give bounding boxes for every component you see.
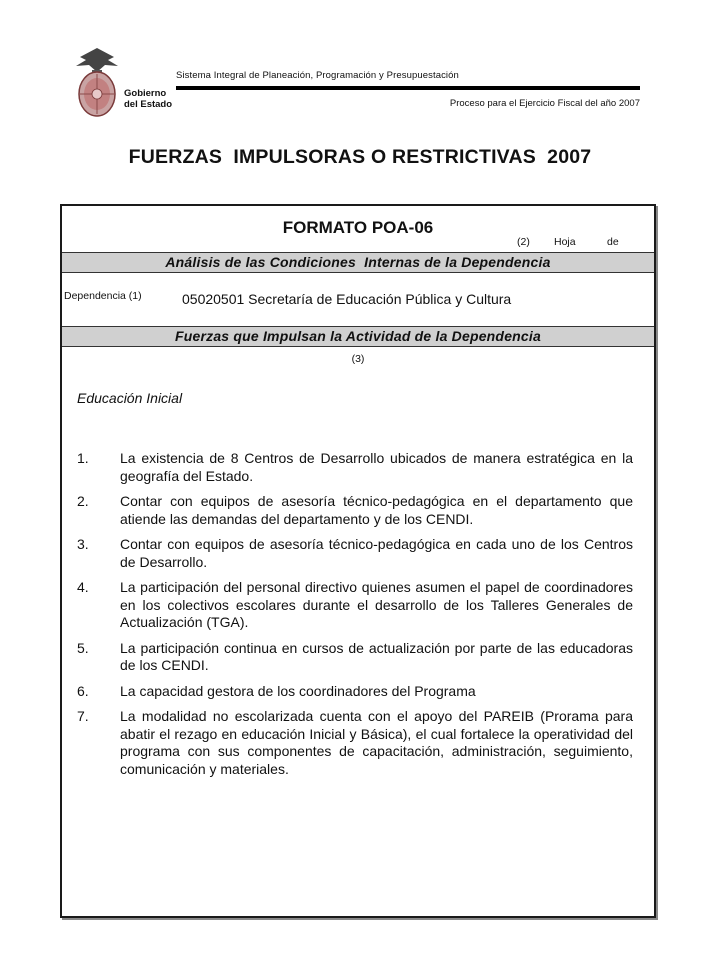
item-text: La participación del personal directivo quienes asumen el papel de coordinadores en los colectivos escolares durante el desarrollo de los Talleres Generales de Actualización (TGA).: [120, 579, 633, 630]
item-number: 2.: [77, 493, 89, 509]
dependencia-label: Dependencia (1): [64, 290, 142, 302]
section-title: Educación Inicial: [77, 390, 183, 406]
government-label-line1: Gobierno: [124, 88, 167, 99]
page-ref: (2): [517, 236, 530, 248]
list-item: [77, 683, 633, 701]
item-text: La capacidad gestora de los coordinadores del Programa: [120, 682, 476, 699]
item-text: La participación continua en cursos de actualización por parte de las educadoras de los CENDI.: [120, 639, 633, 673]
process-label: Proceso para el Ejercicio Fiscal del año 2007: [449, 98, 640, 109]
de-label: de: [607, 236, 619, 248]
header-rule: [176, 86, 640, 90]
item-text: La modalidad no escolarizada cuenta con el apoyo del PAREIB (Prorama para abatir el rezago en educación Inicial y Básica), el cual fortalece la operatividad del programa con sus componentes de capacitación, administración, seguimiento, comunicación y materiales.: [120, 708, 633, 777]
item-number: 3.: [77, 536, 89, 552]
list-item: [77, 579, 633, 632]
forces-band: Fuerzas que Impulsan la Actividad de la Dependencia: [62, 326, 654, 347]
list-item: [77, 450, 633, 485]
item-number: 5.: [77, 639, 89, 656]
forces-ref: (3): [351, 353, 365, 365]
format-code: FORMATO POA-06: [282, 218, 434, 237]
form-frame: [60, 204, 656, 918]
item-number: 4.: [77, 579, 89, 595]
list-item: [77, 536, 633, 571]
page-title: FUERZAS IMPULSORAS O RESTRICTIVAS 2007: [128, 146, 592, 168]
analysis-band: Análisis de las Condiciones Internas de la Dependencia: [62, 252, 654, 273]
item-text: Contar con equipos de asesoría técnico-pedagógica en cada uno de los Centros de Desarrollo.: [120, 536, 633, 570]
item-number: 1.: [77, 450, 89, 466]
item-number: 7.: [77, 708, 89, 724]
dependencia-value: 05020501 Secretaría de Educación Pública y Cultura: [182, 291, 512, 307]
item-number: 6.: [77, 682, 89, 699]
item-text: La existencia de 8 Centros de Desarrollo ubicados de manera estratégica en la geografía del Estado.: [120, 450, 633, 484]
list-item: [77, 640, 633, 675]
forces-list: [77, 450, 633, 786]
list-item: [77, 493, 633, 528]
government-label-line2: del Estado: [124, 99, 173, 110]
state-seal-icon: [72, 44, 122, 120]
hoja-label: Hoja: [554, 236, 576, 248]
government-label: [124, 88, 172, 110]
item-text: Contar con equipos de asesoría técnico-pedagógica en el departamento que atiende las demandas del departamento y de los CENDI.: [120, 493, 633, 527]
system-name: Sistema Integral de Planeación, Programación y Presupuestación: [176, 70, 459, 81]
list-item: [77, 708, 633, 778]
